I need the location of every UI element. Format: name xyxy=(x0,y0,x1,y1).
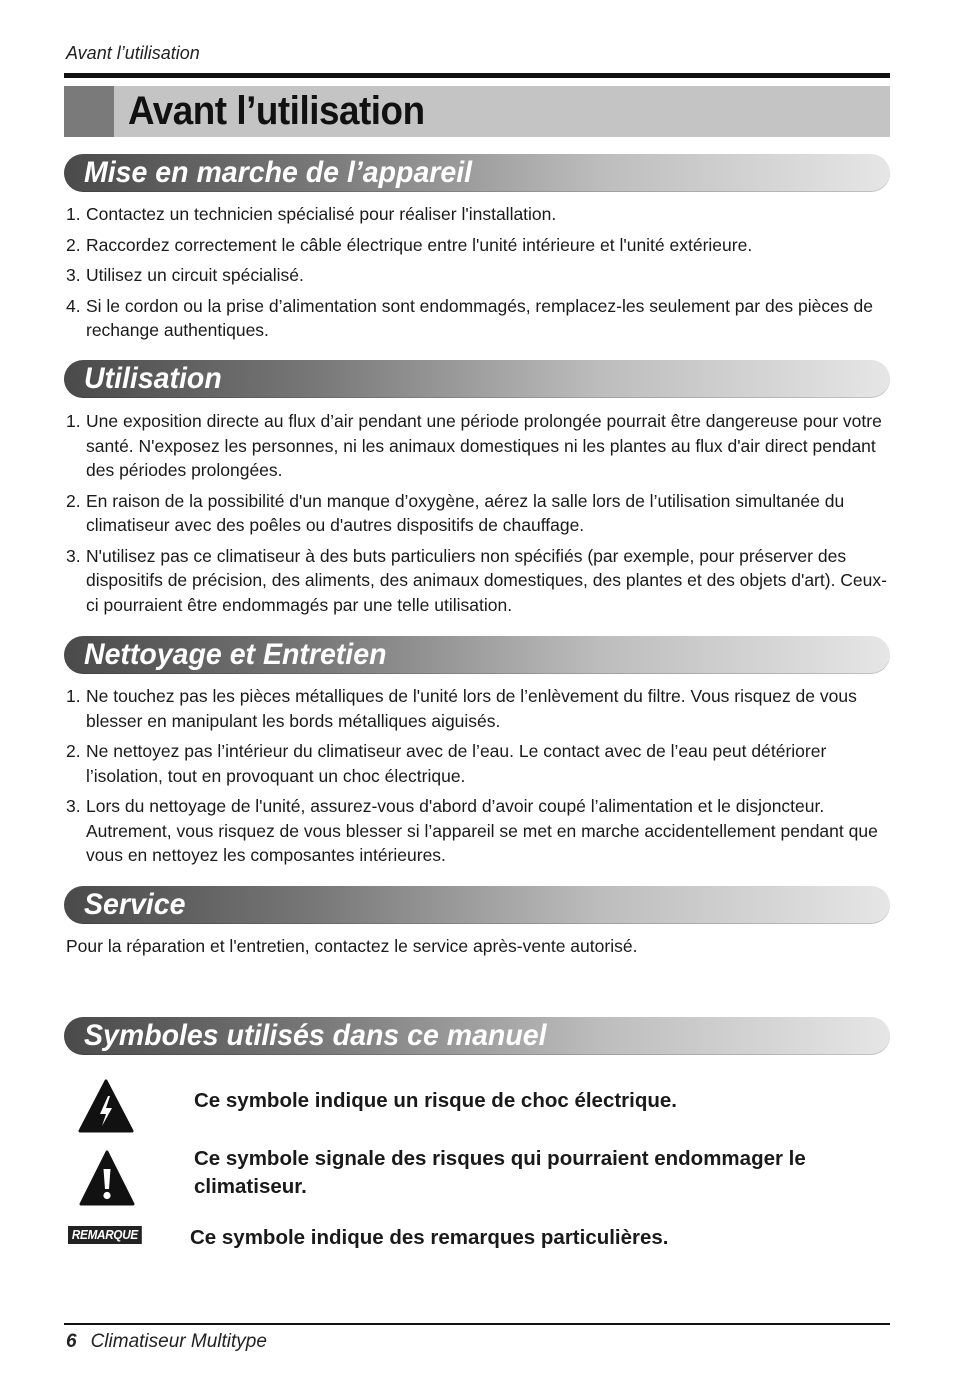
list-item: 3. Lors du nettoyage de l'unité, assurez-vous d'abord d’avoir coupé l’alimentation et le disjoncteur. Autrement, vous risquez de vous blesser si l’appareil se met en marche accidentellement pendant que vous en nettoyez les composantes intérieures. xyxy=(66,796,878,865)
list-item: 3. N'utilisez pas ce climatiseur à des buts particuliers non spécifiés (par exemple, pour préserver des dispositifs de précision, des aliments, des animaux domestiques, des plantes et des objets d'art). Ceux-ci pourraient être endommagés par une telle utilisation. xyxy=(66,545,887,615)
list-item: 1. Contactez un technicien spécialisé pour réaliser l'installation. xyxy=(66,204,557,224)
section-title: Nettoyage et Entretien xyxy=(84,638,387,671)
page-title-bar xyxy=(64,86,890,137)
warning-symbol-text: Ce symbole signale des risques qui pourraient endommager le climatiseur. xyxy=(194,1147,806,1198)
list-item: 2. Raccordez correctement le câble électrique entre l'unité intérieure et l'unité extérieure. xyxy=(66,234,753,255)
bottom-rule xyxy=(64,1323,890,1325)
section-header-install xyxy=(64,154,890,192)
section-header-cleaning xyxy=(64,636,890,674)
caution-warning-icon xyxy=(78,1149,136,1207)
list-item: 1. Ne touchez pas les pièces métalliques de l'unité lors de l’enlèvement du filtre. Vous risquez de vous blesser en manipulant les bords métalliques aiguisés. xyxy=(66,686,857,731)
install-list xyxy=(66,202,890,349)
section-title: Mise en marche de l’appareil xyxy=(84,156,473,189)
remark-symbol-text: Ce symbole indique des remarques particulières. xyxy=(190,1226,669,1249)
electric-symbol-text: Ce symbole indique un risque de choc électrique. xyxy=(194,1089,678,1112)
product-name: Climatiseur Multitype xyxy=(90,1331,267,1352)
list-item: 2. Ne nettoyez pas l’intérieur du climatiseur avec de l’eau. Le contact avec de l’eau peut détériorer l’isolation, tout en provoquant un choc électrique. xyxy=(66,741,827,786)
list-item: 3. Utilisez un circuit spécialisé. xyxy=(66,265,304,285)
cleaning-list xyxy=(66,684,890,874)
page-footer xyxy=(66,1331,267,1353)
usage-list xyxy=(66,409,890,623)
list-item: 2. En raison de la possibilité d'un manque d’oxygène, aérez la salle lors de l’utilisation simultanée du climatiseur avec des poêles ou d'autres dispositifs de chauffage. xyxy=(66,490,845,535)
section-header-service xyxy=(64,886,890,924)
page-title: Avant l’utilisation xyxy=(128,89,425,133)
service-text: Pour la réparation et l'entretien, contactez le service après-vente autorisé. xyxy=(66,936,638,956)
electric-shock-warning-icon xyxy=(77,1078,135,1134)
section-title: Utilisation xyxy=(84,362,222,395)
list-item: 4. Si le cordon ou la prise d’alimentation sont endommagés, remplacez-les seulement par des pièces de rechange authentiques. xyxy=(66,295,873,340)
section-header-symbols xyxy=(64,1017,890,1055)
title-accent-block xyxy=(64,86,114,137)
section-title: Service xyxy=(84,888,186,921)
running-head: Avant l’utilisation xyxy=(66,43,200,63)
page-number: 6 xyxy=(66,1331,77,1352)
remark-badge: REMARQUE xyxy=(68,1226,142,1244)
section-header-usage xyxy=(64,360,890,398)
list-item: 1. Une exposition directe au flux d’air pendant une période prolongée pourrait être dangereuse pour votre santé. N'exposez les personnes, ni les animaux domestiques ni les plantes au flux d'air direct pendant des périodes prolongées. xyxy=(66,411,882,480)
section-title: Symboles utilisés dans ce manuel xyxy=(84,1019,547,1052)
top-rule xyxy=(64,73,890,78)
